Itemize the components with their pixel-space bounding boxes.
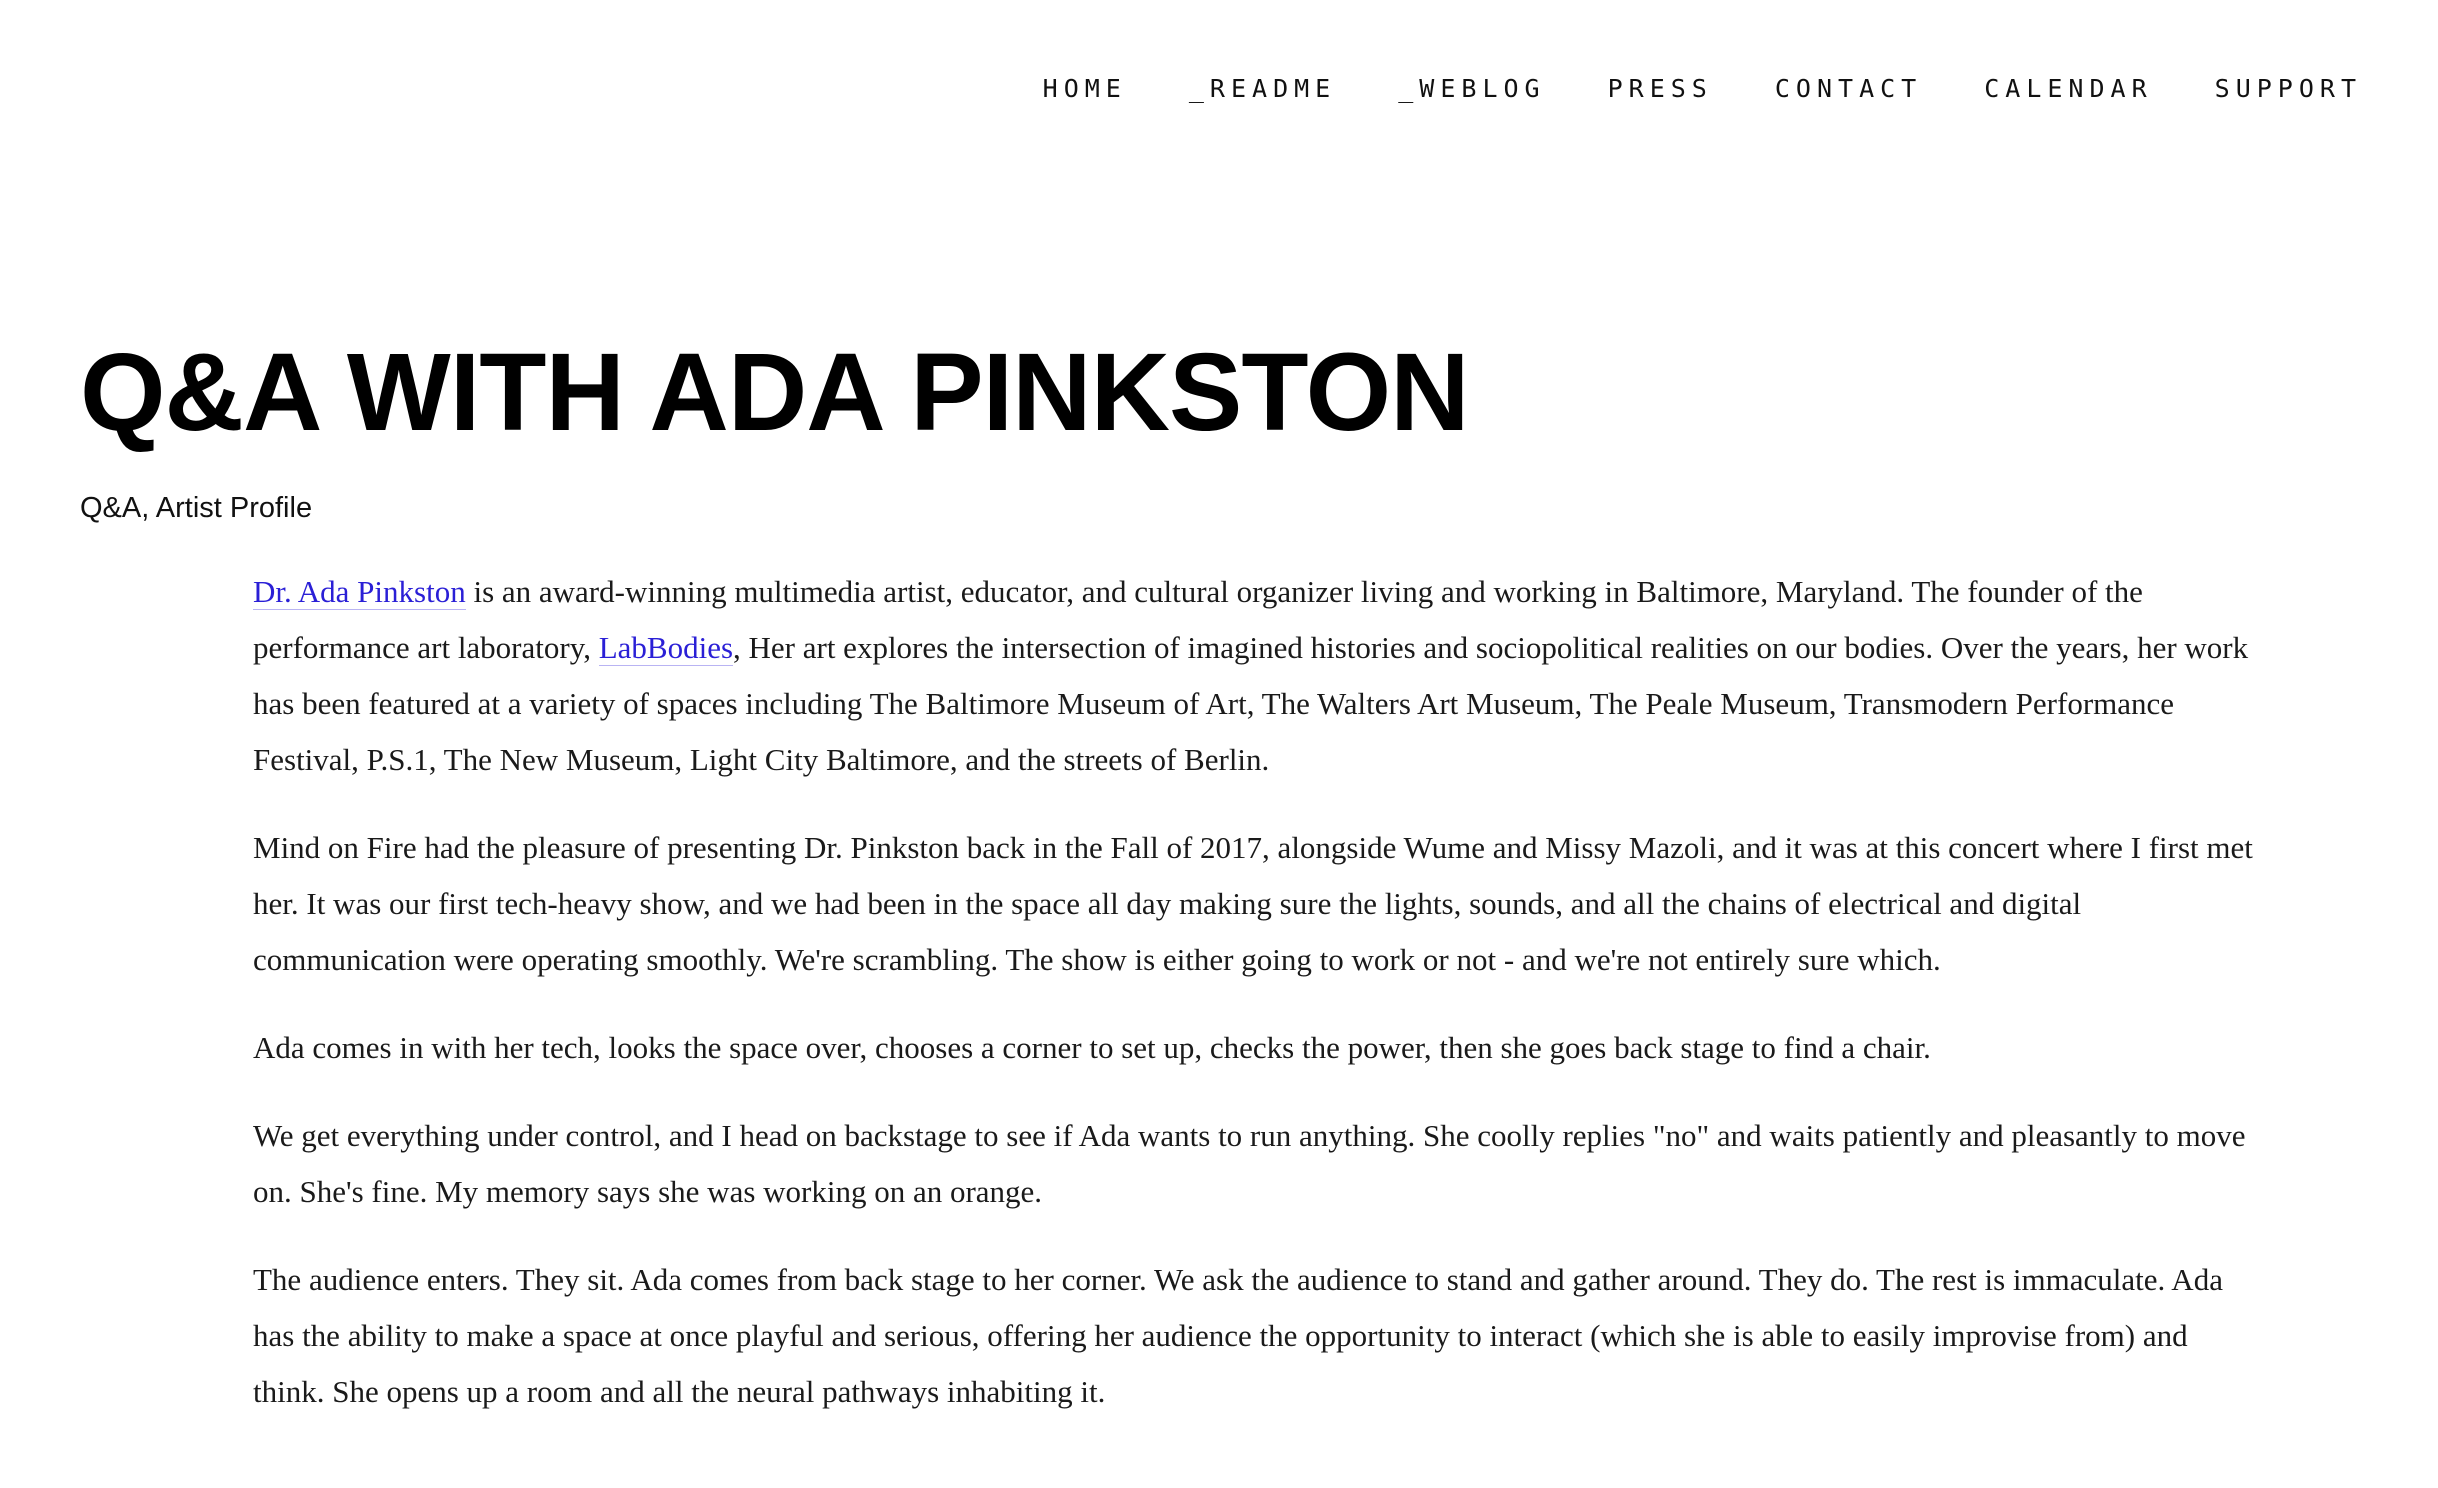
nav-contact[interactable]: CONTACT: [1774, 74, 1923, 103]
intro-text-2: , Her art explores the intersection of imagined histories and sociopolitical realities on our bodies. Over the years, her work has been featured at a variety of spaces including The Baltimore Museum of Art, The Walters Art Museum, The Peale Museum, Transmodern Performance Festival, P.S.1, The New Museum, Light City Baltimore, and the streets of Berlin.: [253, 630, 2249, 777]
intro-text-1: is an award-winning multimedia artist, educator, and cultural organizer living and working in Baltimore, Maryland. The founder of the performance art laboratory,: [253, 574, 2143, 665]
article-body: [253, 564, 2263, 1452]
main-nav: [981, 74, 2362, 103]
paragraph-2: Mind on Fire had the pleasure of presenting Dr. Pinkston back in the Fall of 2017, alongside Wume and Missy Mazoli, and it was at this concert where I first met her. It was our first tech-heavy show, and we had been in the space all day making sure the lights, sounds, and all the chains of electrical and digital communication were operating smoothly. We're scrambling. The show is either going to work or not - and we're not entirely sure which.: [253, 830, 2253, 977]
nav-press[interactable]: PRESS: [1607, 74, 1713, 103]
paragraph-4: We get everything under control, and I head on backstage to see if Ada wants to run anything. She coolly replies "no" and waits patiently and pleasantly to move on. She's fine. My memory says she was working on an orange.: [253, 1118, 2246, 1209]
nav-home[interactable]: HOME: [1042, 74, 1127, 103]
nav-readme[interactable]: _README: [1188, 74, 1337, 103]
artist-name-link[interactable]: Dr. Ada Pinkston: [253, 574, 466, 609]
nav-weblog[interactable]: _WEBLOG: [1398, 74, 1546, 103]
labbodies-link[interactable]: LabBodies: [598, 630, 734, 665]
post-categories: Q&A, Artist Profile: [80, 492, 313, 524]
nav-support[interactable]: SUPPORT: [2214, 74, 2362, 103]
paragraph-3: Ada comes in with her tech, looks the space over, chooses a corner to set up, checks the power, then she goes back stage to find a chair.: [253, 1030, 1931, 1065]
page-title: Q&A WITH ADA PINKSTON: [80, 331, 1469, 454]
nav-calendar[interactable]: CALENDAR: [1984, 74, 2153, 103]
paragraph-5: The audience enters. They sit. Ada comes from back stage to her corner. We ask the audience to stand and gather around. They do. The rest is immaculate. Ada has the ability to make a space at once playful and serious, offering her audience the opportunity to interact (which she is able to easily improvise from) and think. She opens up a room and all the neural pathways inhabiting it.: [253, 1262, 2223, 1409]
paragraph-intro: [253, 564, 2263, 788]
